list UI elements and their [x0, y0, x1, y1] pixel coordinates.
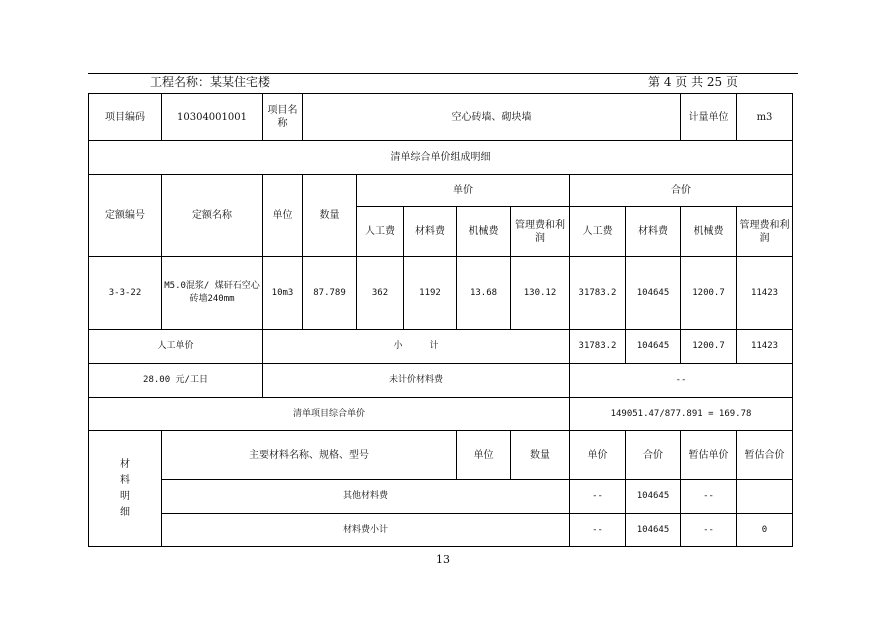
composite-label: 清单项目综合单价: [89, 398, 570, 431]
col-quota-name: 定额名称: [162, 175, 263, 257]
row-name: M5.0混浆/ 煤矸石空心砖墙240mm: [162, 257, 263, 330]
material-total: 104645: [626, 480, 681, 514]
col-up-labor: 人工费: [357, 207, 404, 257]
section-title: 清单综合单价组成明细: [89, 141, 793, 175]
materials-col-unit: 单位: [457, 431, 511, 480]
material-est-total: [737, 480, 793, 514]
col-tp-machine: 机械费: [681, 207, 737, 257]
row-tp-material: 104645: [626, 257, 681, 330]
item-unit-label: 计量单位: [681, 94, 737, 141]
materials-col-total: 合价: [626, 431, 681, 480]
material-est-unit: --: [681, 480, 737, 514]
row-unit: 10m3: [263, 257, 303, 330]
section-title-row: [89, 141, 793, 175]
wage-row: [89, 364, 793, 398]
row-up-material: 1192: [404, 257, 457, 330]
row-up-labor: 362: [357, 257, 404, 330]
material-total: 104645: [626, 514, 681, 547]
materials-row-other: [89, 480, 793, 514]
material-unit-price: --: [570, 480, 626, 514]
col-unit: 单位: [263, 175, 303, 257]
item-name-value: 空心砖墙、砌块墙: [303, 94, 681, 141]
col-quota-code: 定额编号: [89, 175, 162, 257]
col-unit-price: 单价: [357, 175, 570, 207]
row-up-mgmt: 130.12: [511, 257, 570, 330]
subtotal-mgmt: 11423: [737, 330, 793, 364]
col-tp-material: 材料费: [626, 207, 681, 257]
item-code-label: 项目编码: [89, 94, 162, 141]
subtotal-labor: 31783.2: [570, 330, 626, 364]
column-head-row-1: [89, 175, 793, 207]
subtotal-material: 104645: [626, 330, 681, 364]
item-row: [89, 94, 793, 141]
material-name: 其他材料费: [162, 480, 570, 514]
wage-value: 28.00 元/工日: [89, 364, 263, 398]
col-up-mgmt: 管理费和利润: [511, 207, 570, 257]
material-est-unit: --: [681, 514, 737, 547]
materials-col-unit-price: 单价: [570, 431, 626, 480]
col-tp-labor: 人工费: [570, 207, 626, 257]
project-name: 工程名称：某某住宅楼: [150, 75, 271, 89]
header-rule: [88, 73, 798, 74]
unpriced-material-label: 未计价材料费: [263, 364, 570, 398]
row-tp-machine: 1200.7: [681, 257, 737, 330]
composite-value: 149051.47/877.891 = 169.78: [570, 398, 793, 431]
materials-col-est-total: 暂估合价: [737, 431, 793, 480]
row-code: 3-3-22: [89, 257, 162, 330]
row-tp-labor: 31783.2: [570, 257, 626, 330]
col-quantity: 数量: [303, 175, 357, 257]
item-name-label: 项目名称: [263, 94, 303, 141]
subtotal-row: [89, 330, 793, 364]
material-est-total: 0: [737, 514, 793, 547]
row-qty: 87.789: [303, 257, 357, 330]
unpriced-material-value: --: [570, 364, 793, 398]
materials-side-label: 材 料 明 细: [89, 431, 162, 547]
row-up-machine: 13.68: [457, 257, 511, 330]
col-tp-mgmt: 管理费和利润: [737, 207, 793, 257]
composite-row: [89, 398, 793, 431]
item-code-value: 10304001001: [162, 94, 263, 141]
materials-col-name: 主要材料名称、规格、型号: [162, 431, 457, 480]
material-unit-price: --: [570, 514, 626, 547]
unit-price-analysis-table: [88, 93, 793, 547]
col-total-price: 合价: [570, 175, 793, 207]
materials-row-subtotal: [89, 514, 793, 547]
materials-col-est-unit: 暂估单价: [681, 431, 737, 480]
materials-col-qty: 数量: [511, 431, 570, 480]
page-info: 第 4 页 共 25 页: [648, 75, 738, 89]
item-unit-value: m3: [737, 94, 793, 141]
table-row: [89, 257, 793, 330]
col-up-machine: 机械费: [457, 207, 511, 257]
materials-head-row: [89, 431, 793, 480]
page-number: 13: [436, 553, 450, 566]
row-tp-mgmt: 11423: [737, 257, 793, 330]
material-name: 材料费小计: [162, 514, 570, 547]
labor-price-label: 人工单价: [89, 330, 263, 364]
subtotal-label: 小 计: [263, 330, 570, 364]
col-up-material: 材料费: [404, 207, 457, 257]
subtotal-machine: 1200.7: [681, 330, 737, 364]
